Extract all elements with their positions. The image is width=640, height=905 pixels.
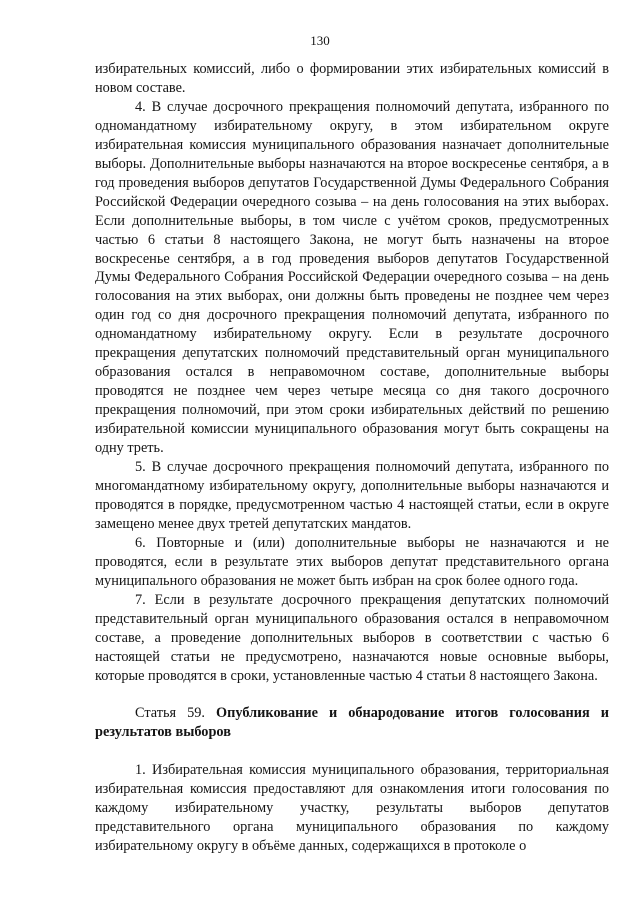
paragraph-part-7: 7. Если в результате досрочного прекращения депутатских полномочий представительный орган муниципального образования остался в неправомочном составе, а проведение дополнительных выборов в соответствии с частью 6 настоящей статьи не предусмотрено, назначаются новые основные выборы, которые проводятся в сроки, установленные частью 4 статьи 8 настоящего Закона. [95,591,609,684]
article-title: Опубликование и обнародование итогов голосования и результатов выборов [95,705,609,741]
paragraph-continuation: избирательных комиссий, либо о формировании этих избирательных комиссий в новом составе. [95,61,609,96]
paragraph-part-5: 5. В случае досрочного прекращения полномочий депутата, избранного по многомандатному избирательному округу, дополнительные выборы назначаются и проводятся в порядке, предусмотренном частью 4 настоящей статьи, если в округе замещено менее двух третей депутатских мандатов. [95,459,609,532]
document-body [95,60,609,856]
paragraph-part-4: 4. В случае досрочного прекращения полномочий депутата, избранного по одномандатному избирательному округу, в этом избирательном округе избирательная комиссия муниципального образования назначает дополнительные выборы. Дополнительные выборы назначаются на второе воскресенье сентября, а в год проведения выборов депутатов Государственной Думы Федерального Собрания Российской Федерации очередного созыва – на день голосования на этих выборах. Если дополнительные выборы, в том числе с учётом сроков, предусмотренных частью 6 статьи 8 настоящего Закона, не могут быть назначены на второе воскресенье сентября, а в год проведения выборов депутатов Государственной Думы Федерального Собрания Российской Федерации очередного созыва – на день голосования на этих выборах, они должны быть проведены не позднее чем через один год со дня досрочного прекращения полномочий депутата, избранного по одномандатному избирательному округу. Если в результате досрочного прекращения депутатских полномочий представительный орган муниципального образования остался в неправомочном составе, дополнительные выборы проводятся не позднее чем через четыре месяца со дня такого досрочного прекращения полномочий, при этом сроки избирательных действий по решению избирательной комиссии муниципального образования могут быть сокращены на одну треть. [95,98,609,457]
article-heading [95,704,609,742]
article-item-1: 1. Избирательная комиссия муниципального образования, территориальная избирательная комиссия предоставляют для ознакомления итоги голосования по каждому избирательному участку, результаты выборов депутатов представительного органа муниципального образования по каждому избирательному округу в объёме данных, содержащихся в протоколе о [95,762,609,855]
page-number: 130 [310,33,330,48]
paragraph-part-6: 6. Повторные и (или) дополнительные выборы не назначаются и не проводятся, если в результате этих выборов депутат представительного органа муниципального образования не может быть избран на срок более одного года. [95,534,609,589]
article-label: Статья 59. [135,705,205,722]
